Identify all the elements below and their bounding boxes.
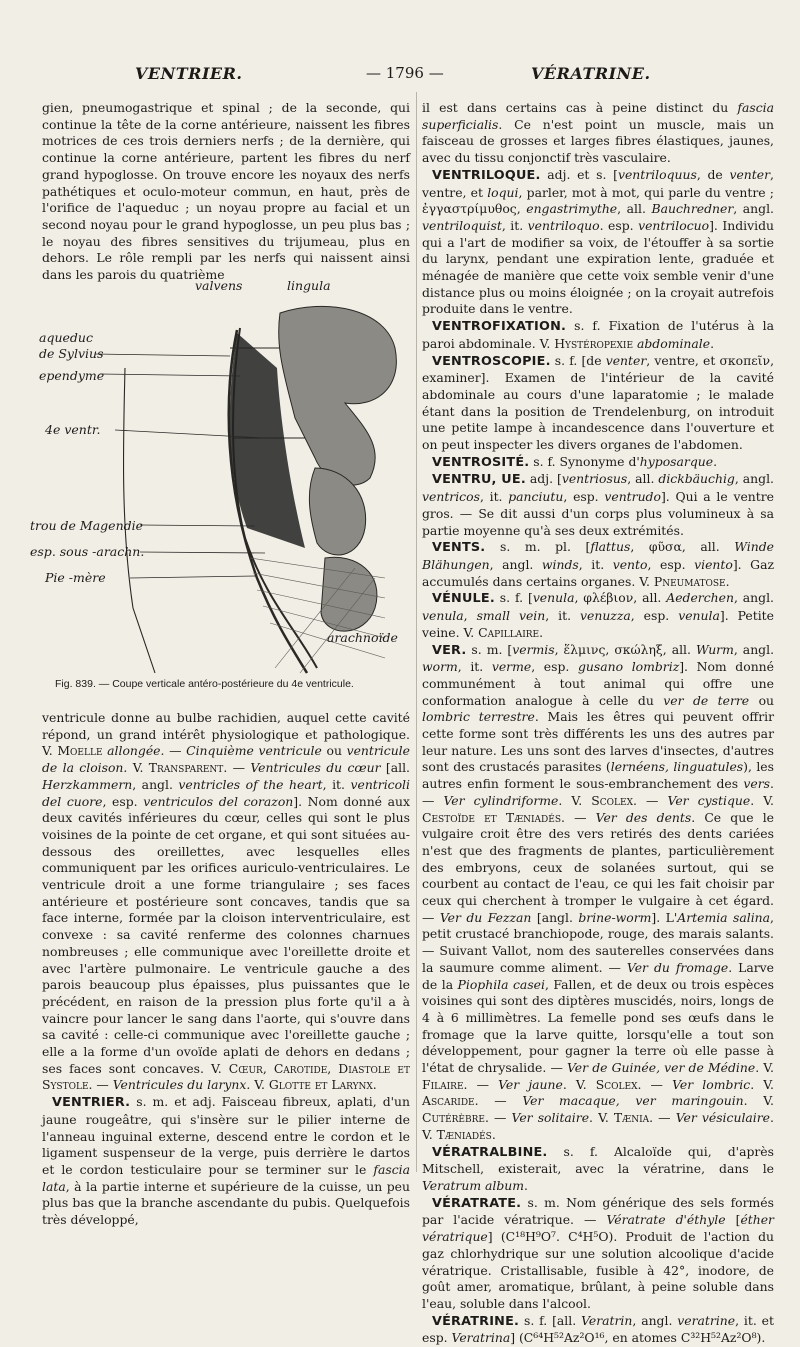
entry-vents: VENTS. s. m. pl. [flattus, φῦσα, all. Winde Blähungen, angl. winds, it. vento, esp. viento]. Gaz accumulés dans certains organes. V. Pneumatose.: [422, 539, 774, 589]
headword-veratrine: VÉRATRINE.: [432, 1313, 520, 1329]
headword-ventrier: VENTRIER.: [52, 1095, 131, 1111]
entry-venule: VÉNULE. s. f. [venula, φλέβιον, all. Aederchen, angl. venula, small vein, it. venuzza, esp. venula]. Petite veine. V. Capillaire.: [422, 590, 774, 640]
figure-label-sylvius: de Sylvius: [39, 346, 104, 361]
right-column: [422, 100, 774, 1347]
entry-ventrofixation: VENTROFIXATION. s. f. Fixation de l'utérus à la paroi abdominale. V. Hystéropexie abdominale.: [422, 318, 774, 351]
headword-ventriloque: VENTRILOQUE.: [432, 167, 541, 183]
left-column-bottom: [42, 710, 410, 1229]
entry-ventru: VENTRU, UE. adj. [ventriosus, all. dickbäuchig, angl. ventricos, it. panciutu, esp. ventrudo]. Qui a le ventre gros. — Se dit aussi d'un corps plus volumineux à sa partie moyenne qu'à ses deux extrémités.: [422, 471, 774, 538]
entry-ventrosite: VENTROSITÉ. s. f. Synonyme d'hyposarque.: [432, 453, 718, 470]
headword-ventrofixation: VENTROFIXATION.: [432, 319, 567, 335]
headword-ventroscopie: VENTROSCOPIE.: [432, 353, 551, 369]
running-head-left: VENTRIER.: [135, 64, 243, 83]
page-number: — 1796 —: [366, 64, 444, 82]
figure-label-subarachnoid: esp. sous -arachn.: [30, 544, 145, 559]
figure-label-lingula: lingula: [287, 278, 331, 293]
figure-label-pia-mater: Pie -mère: [45, 570, 106, 585]
entry-veratrine: VÉRATRINE. s. f. [all. Veratrin, angl. veratrine, it. et esp. Veratrina] (C⁶⁴H⁵²Az²O¹⁶, en atomes C³²H⁵²Az²O⁸).: [422, 1312, 774, 1346]
entry-ventrier: VENTRIER. s. m. et adj. Faisceau fibreux, aplati, d'un jaune rougeâtre, qui s'insère sur le pilier interne de l'anneau inguinal externe, descend entre le cordon et le ligament suspenseur de la verge, puis derrière le dartos et le cordon testiculaire pour se terminer sur le fascia lata, à la partie interne et supérieure de la cuisse, un peu plus bas que la branche ascendante du pubis. Quelquefois très développé,: [42, 1094, 410, 1228]
figure-label-magendie: trou de Magendie: [30, 518, 144, 533]
entry-ventrier-continued: il est dans certains cas à peine distinct du fascia superficialis. Ce n'est point un muscle, mais un faisceau de grosses et larges fibres élastiques, jaunes, avec du tissu conjonctif très vasculaire.: [422, 100, 774, 166]
column-divider: [416, 92, 417, 1172]
headword-vents: VENTS.: [432, 540, 486, 556]
figure-label-ependyme: ependyme: [39, 368, 105, 383]
figure-839: [25, 278, 415, 698]
figure-caption: [55, 678, 405, 690]
figure-label-arachnoid: arachnoïde: [327, 630, 398, 645]
headword-veratralbine: VÉRATRALBINE.: [432, 1144, 548, 1160]
page-header: [0, 60, 800, 90]
headword-venule: VÉNULE.: [432, 591, 495, 607]
figure-label-valvens: valvens: [195, 278, 243, 293]
figure-caption-number: Fig. 839. —: [55, 678, 110, 690]
figure-label-ventricle: 4e ventr.: [45, 422, 101, 437]
running-head-right: VÉRATRINE.: [531, 64, 651, 83]
headword-veratrate: VÉRATRATE.: [432, 1195, 522, 1211]
entry-veratralbine: VÉRATRALBINE. s. f. Alcaloïde qui, d'après Mitschell, existerait, avec la vératrine, dans le Veratrum album.: [422, 1143, 774, 1193]
figure-label-aqueduc: aqueduc: [39, 330, 93, 345]
figure-caption-text: Coupe verticale antéro-postérieure du 4e ventricule.: [112, 678, 354, 690]
paragraph-fourth-ventricle-nuclei: gien, pneumogastrique et spinal ; de la seconde, qui continue la tête de la corne antérieure, naissent les fibres motrices de ces trois derniers nerfs ; de la dernière, qui continue la corne antérieure, partent les fibres du nerf grand hypoglosse. On trouve encore les noyaux des nerfs pathétiques et oculo-moteur commun, en haut, près de l'orifice de l'aqueduc ; un noyau propre au facial et un second noyau pour le grand hypoglosse, un peu plus bas ; le noyau des fibres sensitives du trijumeau, plus en dehors. Le rôle rempli par les nerfs qui naissent ainsi dans les parois du quatrième: [42, 100, 410, 283]
left-column-top: [42, 100, 410, 284]
headword-ventrosite: VENTROSITÉ.: [432, 454, 530, 470]
entry-veratrate: VÉRATRATE. s. m. Nom générique des sels formés par l'acide vératrique. — Vératrate d'éthyle [éther vératrique] (C¹⁸H⁹O⁷. C⁴H⁵O). Produit de l'action du gaz chlorhydrique sur une solution alcoolique d'acide vératrique. Cristallisable, fusible à 42°, inodore, de goût amer, aromatique, brûlant, à peine soluble dans l'eau, soluble dans l'alcool.: [422, 1194, 774, 1311]
entry-ventriloque: VENTRILOQUE. adj. et s. [ventriloquus, de venter, ventre, et loqui, parler, mot à mot, qui parle du ventre ; ἐγγαστρίμυθος, engastrimythe, all. Bauchredner, angl. ventriloquist, it. ventriloquo. esp. ventrilocuo]. Individu qui a l'art de modifier sa voix, de l'étouffer à sa sortie du larynx, pendant une expiration lente, graduée et ménagée de manière que cette voix semble venir d'une distance plus ou moins éloignée ; on la croyait autrefois produite dans le ventre.: [422, 166, 774, 317]
headword-ver: VER.: [432, 642, 467, 658]
entry-ver: VER. s. m. [vermis, ἕλμινς, σκώληξ, all. Wurm, angl. worm, it. verme, esp. gusano lombriz]. Nom donné communément à tout animal qui offre une conformation analogue à celle du ver de terre ou lombric terrestre. Mais les êtres qui peuvent offrir cette forme sont très différents les uns des autres par leur nature. Les uns sont des larves d'insectes, d'autres sont des crustacés parasites (lernéens, linguatules), les autres enfin forment le sous-embranchement des vers. — Ver cylindriforme. V. Scolex. — Ver cystique. V. Cestoïde et Tæniadés. — Ver des dents. Ce que le vulgaire croit être des vers retirés des dents cariées n'est que des fragments de plantes, particulièrement des embryons, ceux de solanées surtout, qui se courbent au contact de l'eau, ce qui les fait choisir par ceux qui cherchent à tromper le vulgaire à cet égard. — Ver du Fezzan [angl. brine-worm]. L'Artemia salina, petit crustacé branchiopode, rouge, des marais salants. — Suivant Vallot, nom des sauterelles conservées dans la saumure comme aliment. — Ver du fromage. Larve de la Piophila casei, Fallen, et de deux ou trois espèces voisines qui sont des diptères muscidés, noirs, longs de 4 à 6 millimètres. La femelle pond ses œufs dans le fromage que la larve quitte, lorsqu'elle a tout son développement, pour gagner la terre où elle passe à l'état de chrysalide. — Ver de Guinée, ver de Médine. V. Filaire. — Ver jaune. V. Scolex. — Ver lombric. V. Ascaride. — Ver macaque, ver maringouin. V. Cutérèbre. — Ver solitaire. V. Tænia. — Ver vésiculaire. V. Tæniadés.: [422, 641, 775, 1142]
headword-ventru: VENTRU, UE.: [432, 472, 526, 488]
paragraph-ventricles: ventricule donne au bulbe rachidien, auquel cette cavité répond, un grand intérêt physiologique et pathologique. V. Moelle allongée. — Cinquième ventricule ou ventricule de la cloison. V. Transparent. — Ventricules du cœur [all. Herzkammern, angl. ventricles of the heart, it. ventricoli del cuore, esp. ventriculos del corazon]. Nom donné aux deux cavités inférieures du cœur, celles qui sont le plus voisines de la pointe de cet organe, et qui sont situées au-dessous des oreillettes, avec lesquelles elles communiquent par les orifices auriculo-ventriculaires. Le ventricule droit a une forme triangulaire ; ses faces antérieure et postérieure sont concaves, tandis que sa face interne, formée par la cloison interventriculaire, est convexe : sa cavité renferme des colonnes charnues nombreuses ; elle communique avec l'oreillette droite et avec l'artère pulmonaire. Le ventricule gauche a des parois beaucoup plus épaisses, plus puissantes que le précédent, en raison de la pression plus forte qu'il a à vaincre pour lancer le sang dans l'aorte, qui s'ouvre dans sa cavité : celle-ci communique avec l'oreillette gauche ; elle a la forme d'un ovoïde aplati de dehors en dedans ; ses faces sont concaves. V. Cœur, Carotide, Diastole et Systole. — Ventricules du larynx. V. Glotte et Larynx.: [42, 710, 410, 1093]
entry-ventroscopie: VENTROSCOPIE. s. f. [de venter, ventre, et σκοπεῖν, examiner]. Examen de l'intérieur de la cavité abdominale au cours d'une laparatomie ; le malade étant dans la position de Trendelenburg, on introduit une petite lampe à incandescence dans l'ouverture et on peut inspecter les divers organes de l'abdomen.: [422, 352, 775, 453]
